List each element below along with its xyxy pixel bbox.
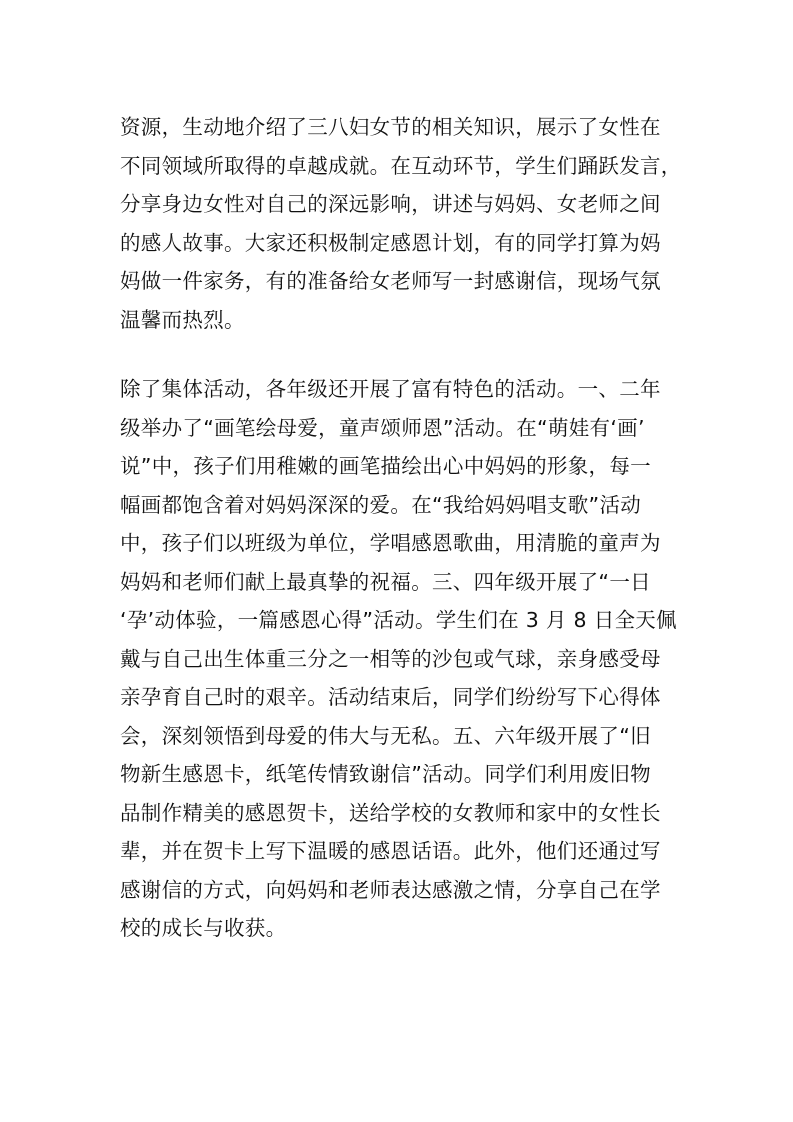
text-line: 校的成长与收获。 [120, 916, 287, 940]
text-line: 感谢信的方式，向妈妈和老师表达感激之情，分享自己在学 [120, 877, 661, 902]
text-line: 中，孩子们以班级为单位，学唱感恩歌曲，用清脆的童声为 [120, 531, 661, 555]
paragraph-1 [120, 108, 680, 339]
text-line: 资源，生动地介绍了三八妇女节的相关知识，展示了女性在 [120, 115, 661, 139]
text-line: 分享身边女性对自己的深远影响，讲述与妈妈、女老师之间 [120, 192, 661, 216]
text-line: 辈，并在贺卡上写下温暖的感恩话语。此外，他们还通过写 [120, 839, 661, 863]
text-line: 除了集体活动，各年级还开展了富有特色的活动。一、二年 [120, 377, 661, 401]
text-line: 会，深刻领悟到母爱的伟大与无私。五、六年级开展了“旧 [120, 723, 651, 748]
text-line: 幅画都饱含着对妈妈深深的爱。在“我给妈妈唱支歌”活动 [120, 492, 642, 517]
text-line: 说”中，孩子们用稚嫩的画笔描绘出心中妈妈的形象，每一 [120, 454, 651, 478]
text-line: 妈做一件家务，有的准备给女老师写一封感谢信，现场气氛 [120, 269, 661, 293]
text-line: 不同领域所取得的卓越成就。在互动环节，学生们踊跃发言， [120, 153, 682, 178]
text-line: 级举办了“画笔绘母爱，童声颂师恩”活动。在“萌娃有‘画’ [120, 415, 645, 440]
text-line: 物新生感恩卡，纸笔传情致谢信”活动。同学们利用废旧物 [120, 762, 651, 786]
paragraph-2 [120, 370, 680, 948]
text-line: 亲孕育自己时的艰辛。活动结束后，同学们纷纷写下心得体 [120, 685, 661, 709]
text-line: 妈妈和老师们献上最真挚的祝福。三、四年级开展了“一日 [120, 569, 651, 594]
text-line: ‘孕’动体验，一篇感恩心得”活动。学生们在 3 月 8 日全天佩 [120, 608, 677, 632]
text-line: 戴与自己出生体重三分之一相等的沙包或气球，亲身感受母 [120, 646, 661, 671]
text-line: 的感人故事。大家还积极制定感恩计划，有的同学打算为妈 [120, 230, 661, 255]
text-line: 温馨而热烈。 [120, 307, 245, 332]
text-line: 品制作精美的感恩贺卡，送给学校的女教师和家中的女性长 [120, 800, 661, 825]
